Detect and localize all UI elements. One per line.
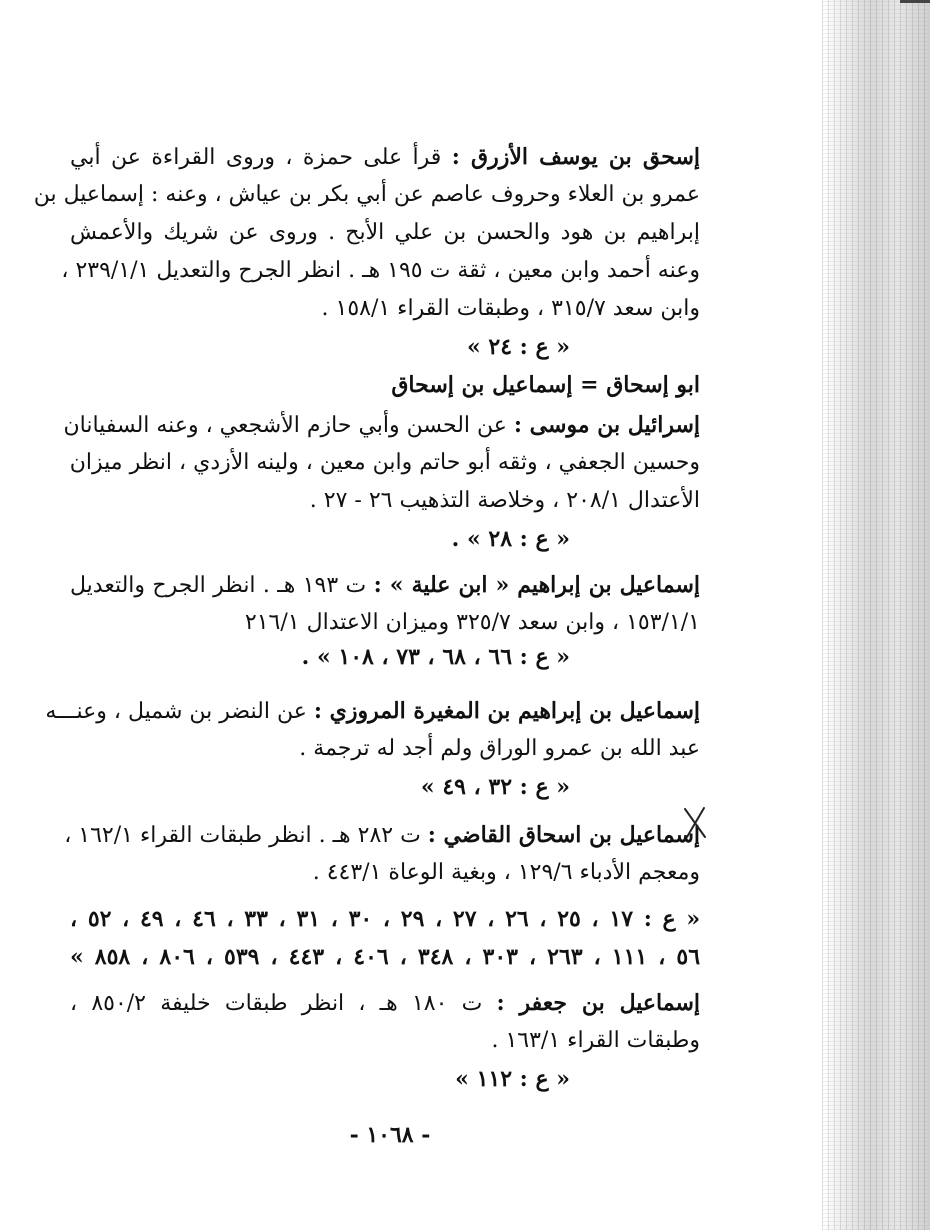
- entry-name: إسماعيل بن إبراهيم « ابن علية » :: [373, 572, 700, 598]
- entry-line: [64, 816, 700, 854]
- entry-ismail-jafar: [70, 984, 700, 1098]
- entry-name: إسماعيل بن اسحاق القاضي :: [427, 822, 700, 848]
- entry-line: [45, 692, 700, 730]
- entry-israil-musa: [63, 406, 700, 558]
- entry-line: وحسين الجعفي ، وثقه أبو حاتم وابن معين ، ولينه الأزدي ، انظر ميزان: [69, 450, 700, 475]
- entry-reference: « ع : ١١٢ »: [455, 1066, 570, 1092]
- entry-reference: « ع : ٢٤ »: [466, 334, 570, 360]
- entry-reference: « ع : ٦٦ ، ٦٨ ، ٧٣ ، ١٠٨ » .: [301, 644, 570, 670]
- entry-line: الأعتدال ٢٠٨/١ ، وخلاصة التذهيب ٢٦ - ٢٧ .: [309, 488, 700, 513]
- entry-name: ابو إسحاق = إسماعيل بن إسحاق: [391, 372, 700, 398]
- entry-ismail-marwazi: [45, 692, 700, 806]
- entry-name: إسرائيل بن موسى :: [513, 412, 700, 438]
- entry-ishaq-azraq: [33, 138, 700, 366]
- entry-line: [70, 366, 700, 404]
- entry-text: ت ١٩٣ هـ . انظر الجرح والتعديل: [70, 573, 374, 598]
- entry-line: [70, 984, 700, 1022]
- entry-line: وعنه أحمد وابن معين ، ثقة ت ١٩٥ هـ . انظر الجرح والتعديل ٢٣٩/١/١ ،: [61, 258, 700, 283]
- entry-name: إسماعيل بن إبراهيم بن المغيرة المروزي :: [313, 698, 700, 724]
- entry-text: قرأ على حمزة ، وروى القراءة عن أبي: [70, 145, 452, 170]
- entry-text: عن الحسن وأبي حازم الأشجعي ، وعنه السفيانان: [63, 413, 514, 438]
- entry-ismail-ulayya: [70, 566, 700, 672]
- entry-line: وطبقات القراء ١٦٣/١ .: [491, 1028, 700, 1053]
- entry-line: وابن سعد ٣١٥/٧ ، وطبقات القراء ١٥٨/١ .: [321, 296, 700, 321]
- entry-text: عن النضر بن شميل ، وعنـــه: [45, 699, 314, 724]
- entry-line: إبراهيم بن هود والحسن بن علي الأبح . وروى عن شريك والأعمش: [70, 220, 700, 245]
- entry-name: إسماعيل بن جعفر :: [496, 990, 700, 1016]
- entry-reference: « ع : ٢٨ » .: [451, 526, 570, 552]
- entry-name: إسحق بن يوسف الأزرق :: [451, 144, 700, 170]
- entry-line: [70, 566, 700, 604]
- entry-reference-cont: ٥٦ ، ١١١ ، ٢٦٣ ، ٣٠٣ ، ٣٤٨ ، ٤٠٦ ، ٤٤٣ ، ٥٣٩ ، ٨٠٦ ، ٨٥٨ »: [70, 944, 701, 970]
- entry-abu-ishaq: [70, 366, 700, 404]
- scanned-page-edge: [822, 0, 930, 1230]
- entry-ismail-qadi: [64, 816, 701, 976]
- page-number: - ١٠٦٨ -: [349, 1122, 431, 1148]
- entry-text: ت ٢٨٢ هـ . انظر طبقات القراء ١٦٢/١ ،: [64, 823, 428, 848]
- entry-line: عبد الله بن عمرو الوراق ولم أجد له ترجمة .: [299, 736, 700, 761]
- entry-line: ومعجم الأدباء ١٢٩/٦ ، وبغية الوعاة ٤٤٣/١ .: [312, 860, 700, 885]
- entry-line: [63, 406, 700, 444]
- entry-line: ١٥٣/١/١ ، وابن سعد ٣٢٥/٧ وميزان الاعتدال ٢١٦/١: [244, 610, 700, 635]
- entry-line: [70, 138, 700, 176]
- entry-line: عمرو بن العلاء وحروف عاصم عن أبي بكر بن عياش ، وعنه : إسماعيل بن: [33, 182, 700, 207]
- entry-text: ت ١٨٠ هـ ، انظر طبقات خليفة ٨٥٠/٢ ،: [70, 991, 497, 1016]
- entry-reference: « ع : ٣٢ ، ٤٩ »: [420, 774, 570, 800]
- entry-reference: « ع : ١٧ ، ٢٥ ، ٢٦ ، ٢٧ ، ٢٩ ، ٣٠ ، ٣١ ، ٣٣ ، ٤٦ ، ٤٩ ، ٥٢ ،: [70, 906, 701, 932]
- handwritten-x-mark: [682, 806, 708, 840]
